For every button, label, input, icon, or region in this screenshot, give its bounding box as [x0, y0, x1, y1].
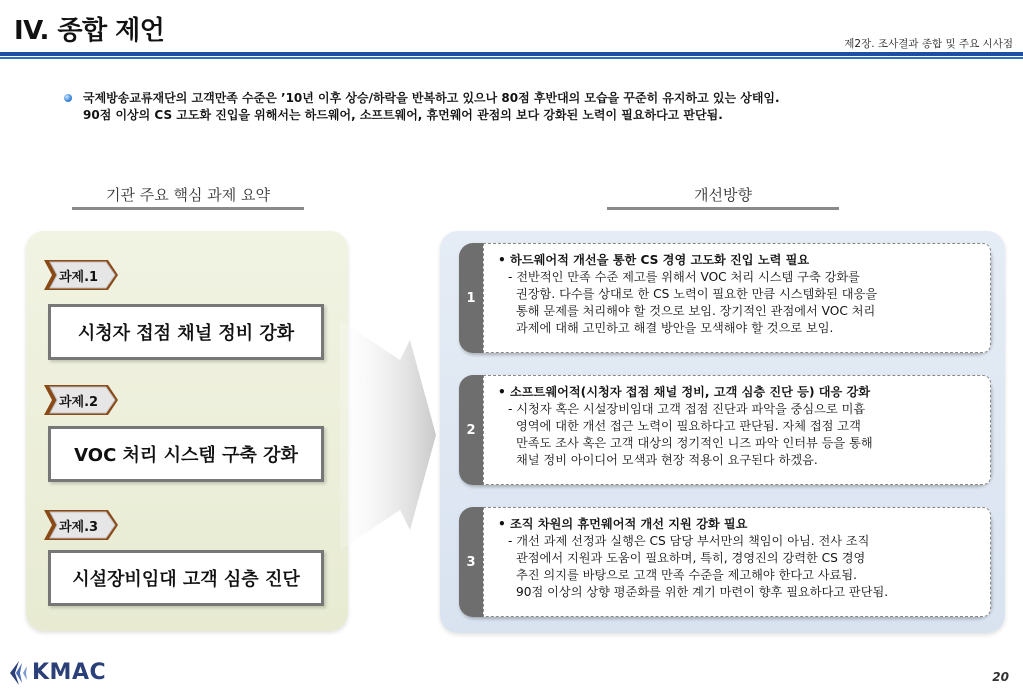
- task-title-box-2: VOC 처리 시스템 구축 강화: [48, 426, 324, 482]
- task-tag-1: [42, 258, 132, 292]
- task-tag-3: [42, 508, 132, 542]
- right-column-heading: 개선방향: [694, 186, 752, 204]
- card-number: 1: [466, 290, 476, 306]
- card-heading: • 조직 차원의 휴먼웨어적 개선 지원 강화 필요: [498, 517, 748, 531]
- card-desc-line: 통해 문제를 처리해야 할 것으로 보임. 장기적인 관점에서 VOC 처리: [516, 304, 876, 318]
- card-heading: • 하드웨어적 개선을 통한 CS 경영 고도화 진입 노력 필요: [498, 253, 810, 267]
- direction-card-1: [459, 243, 991, 353]
- card-number: 2: [466, 422, 476, 438]
- card-number: 3: [466, 554, 476, 570]
- card-desc-line: 영역에 대한 개선 접근 노력이 필요하다고 판단됨. 자체 접점 고객: [516, 419, 861, 433]
- task-title-box-1: 시청자 접점 채널 정비 강화: [48, 304, 324, 360]
- task-tag-label: 과제.2: [59, 395, 99, 410]
- direction-card-3: [459, 507, 991, 617]
- left-heading-underline: [72, 207, 304, 210]
- card-desc-line: 관점에서 지원과 도움이 필요하며, 특히, 경영진의 강력한 CS 경영: [516, 551, 866, 565]
- logo-mark-icon: [6, 658, 32, 688]
- task-tag-2: [42, 383, 132, 417]
- logo-text: KMAC: [32, 660, 107, 685]
- card-body: [483, 375, 991, 485]
- page-number: 20: [992, 670, 1009, 684]
- card-desc-line: - 전반적인 만족 수준 제고를 위해서 VOC 처리 시스템 구축 강화를: [508, 270, 860, 284]
- task-tag-label: 과제.3: [59, 520, 99, 535]
- direction-card-2: [459, 375, 991, 485]
- bullet-icon: [64, 94, 72, 102]
- card-desc-line: 권장함. 다수를 상대로 한 CS 노력이 필요한 만큼 시스템화된 대응을: [516, 287, 878, 301]
- card-desc-line: 만족도 조사 혹은 고객 대상의 정기적인 니즈 파악 인터뷰 등을 통해: [516, 436, 873, 450]
- summary-line-1: 국제방송교류재단의 고객만족 수준은 ’10년 이후 상승/하락을 반복하고 있으나 80점 후반대의 모습을 꾸준히 유지하고 있는 상태임.: [83, 91, 780, 105]
- card-desc-line: 채널 정비 아이디어 모색과 현장 적용이 요구된다 하겠음.: [516, 453, 818, 467]
- card-desc-line: - 개선 과제 선정과 실행은 CS 담당 부서만의 책임이 아님. 전사 조직: [508, 534, 870, 548]
- header-rule: [0, 52, 1023, 56]
- right-heading-underline: [607, 207, 839, 210]
- kmac-logo: [6, 658, 116, 688]
- task-tag-label: 과제.1: [59, 270, 99, 285]
- summary-line-2: 90점 이상의 CS 고도화 진입을 위해서는 하드웨어, 소프트웨어, 휴먼웨어 관점의 보다 강화된 노력이 필요하다고 판단됨.: [83, 108, 723, 122]
- chapter-label: 제2장. 조사결과 종합 및 주요 시사점: [844, 38, 1013, 50]
- card-body: [483, 507, 991, 617]
- task-title-box-3: 시설장비임대 고객 심층 진단: [48, 550, 324, 606]
- card-body: [483, 243, 991, 353]
- header-rule-accent: [0, 57, 1023, 59]
- card-heading: • 소프트웨어적(시청자 접점 채널 정비, 고객 심층 진단 등) 대응 강화: [498, 385, 871, 399]
- page-title: IV. 종합 제언: [14, 16, 165, 46]
- card-desc-line: 추진 의지를 바탕으로 고객 만족 수준을 제고해야 한다고 사료됨.: [516, 568, 857, 582]
- summary-block: [64, 90, 780, 124]
- card-desc-line: - 시청자 혹은 시설장비임대 고객 접점 진단과 파악을 중심으로 미흡: [508, 402, 866, 416]
- direction-arrow-icon: [340, 300, 440, 570]
- left-column-heading: 기관 주요 핵심 과제 요약: [106, 186, 270, 204]
- card-desc-line: 과제에 대해 고민하고 해결 방안을 모색해야 할 것으로 보임.: [516, 321, 834, 335]
- card-desc-line: 90점 이상의 상향 평준화를 위한 계기 마련이 향후 필요하다고 판단됨.: [516, 585, 889, 599]
